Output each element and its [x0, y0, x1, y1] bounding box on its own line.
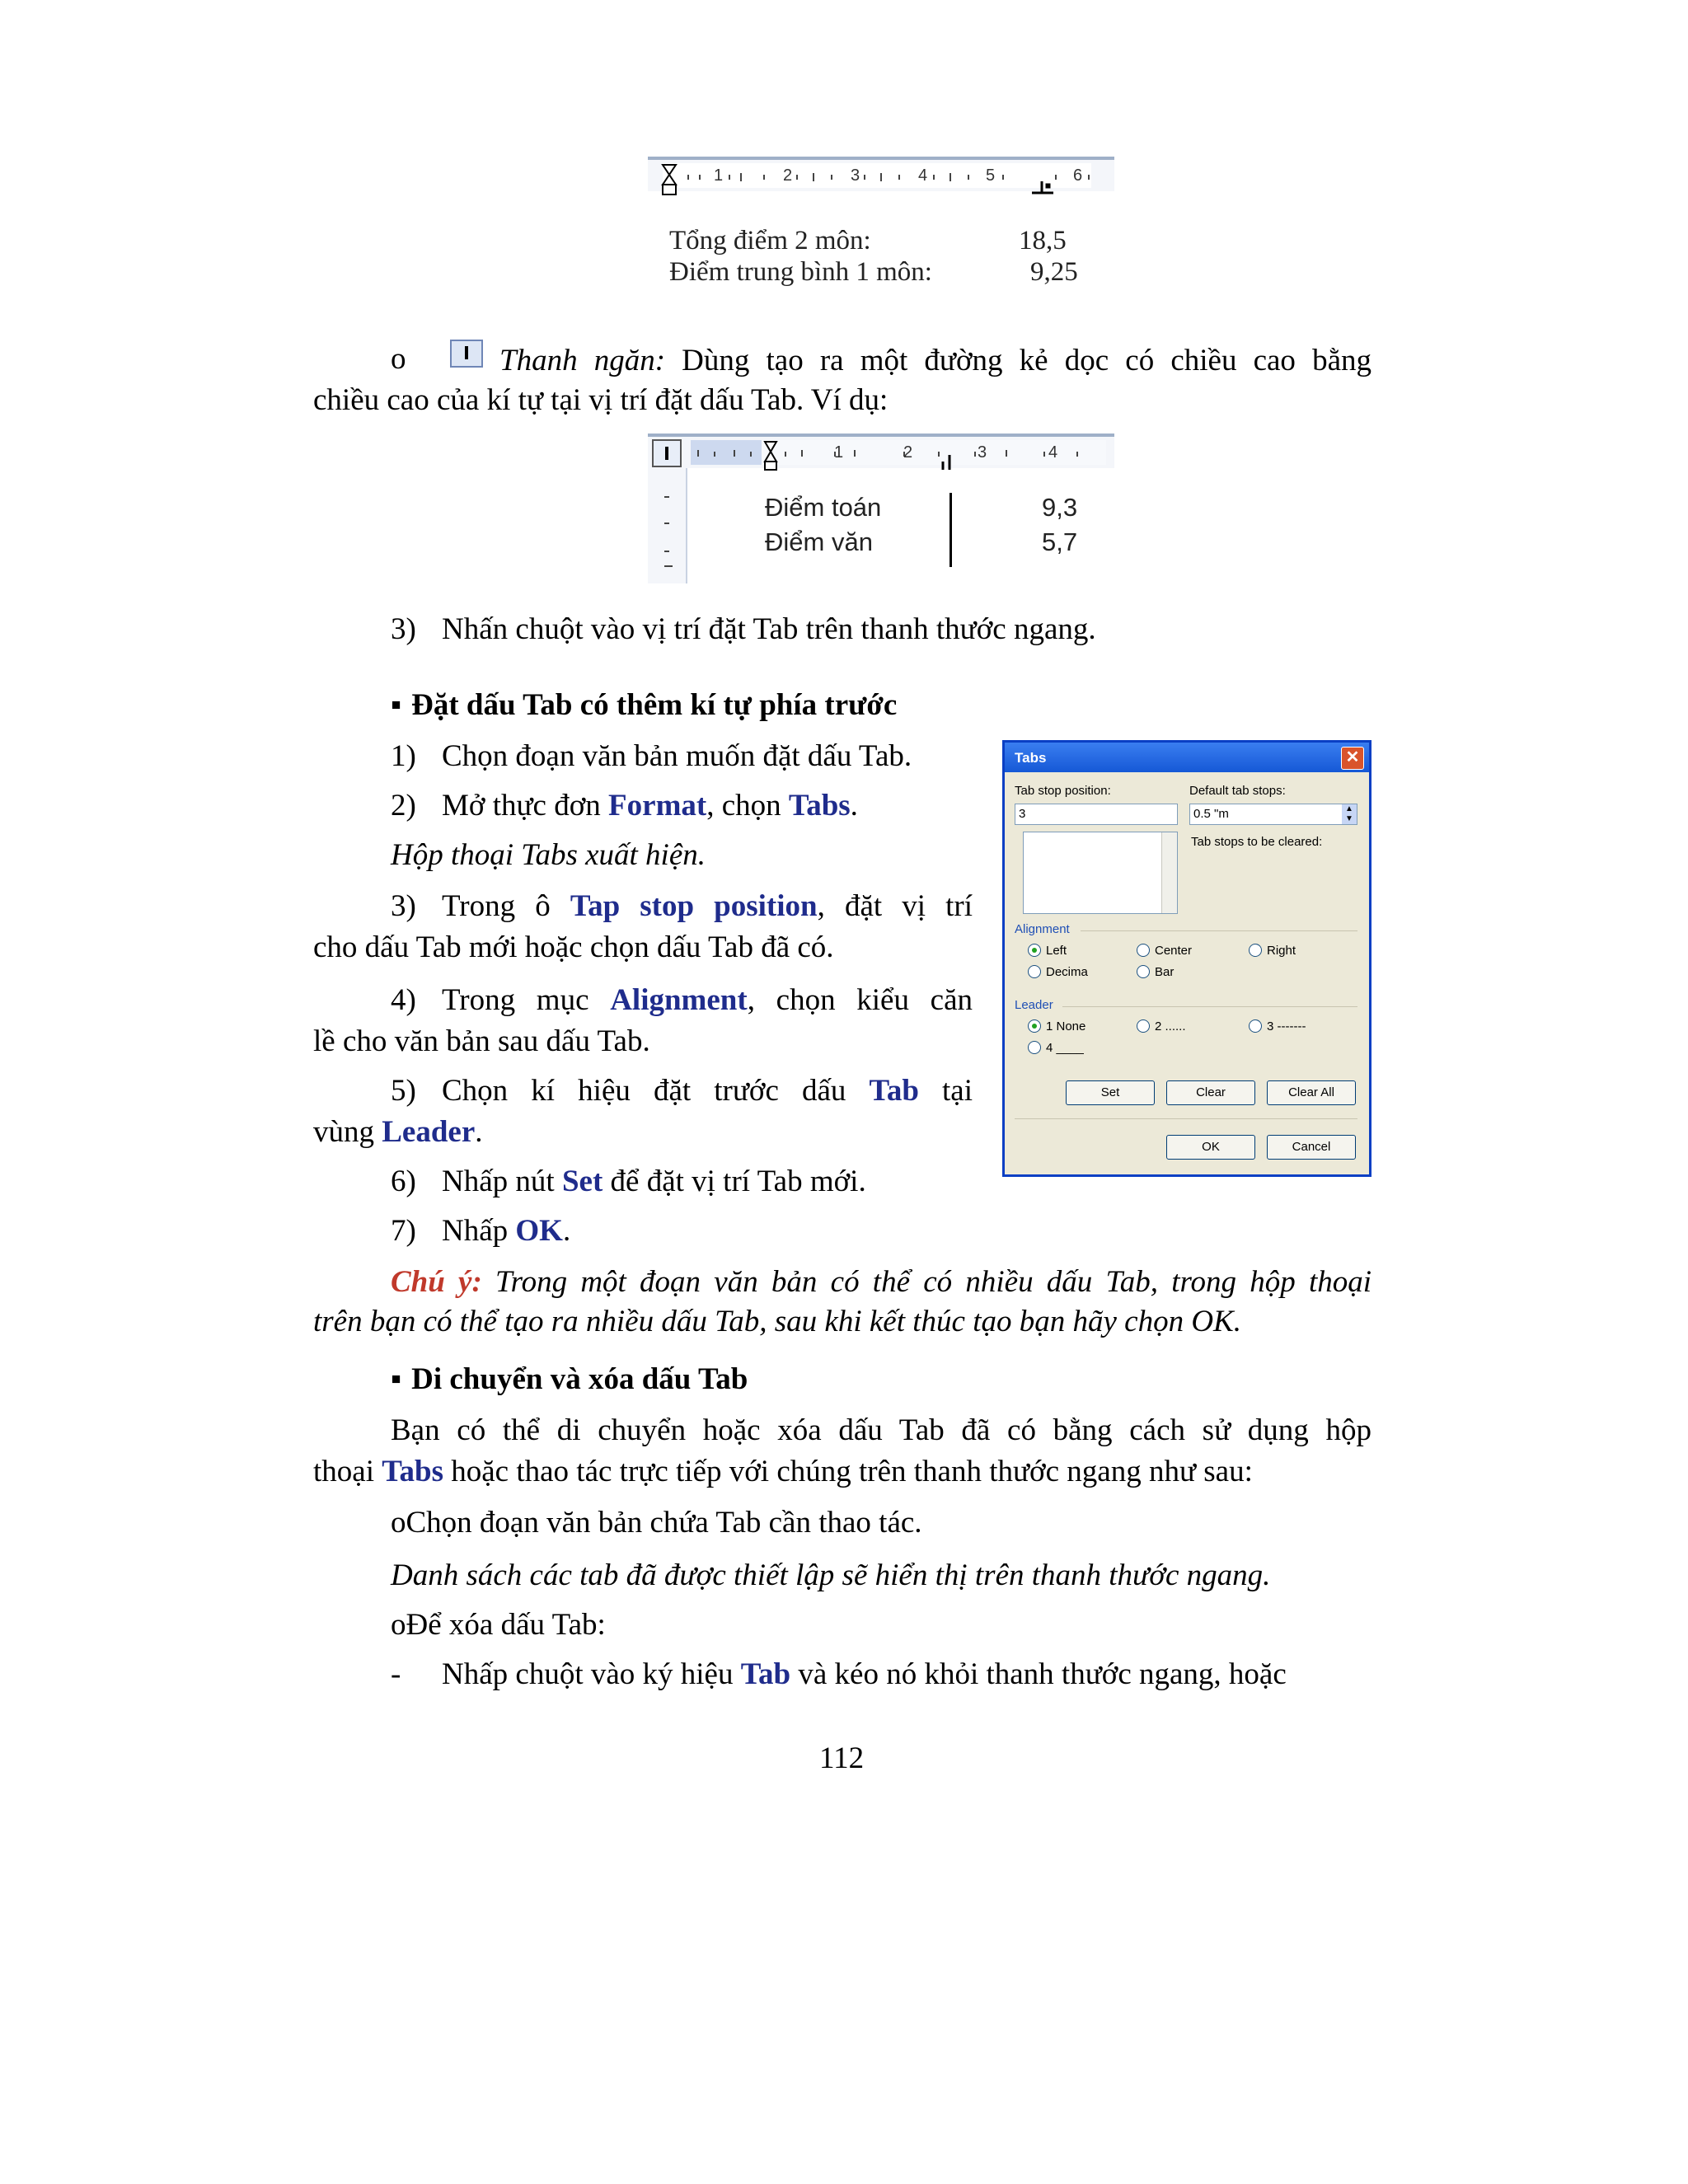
- note-label: Chú ý:: [391, 1265, 482, 1299]
- step-text: Trong mục: [442, 983, 611, 1017]
- step-3-line2: cho dấu Tab mới hoặc chọn dấu Tab đã có.: [313, 930, 834, 964]
- square-bullet-icon: ▪: [391, 1362, 402, 1396]
- align-decimal-label: Decima: [1046, 965, 1088, 979]
- cancel-button[interactable]: Cancel: [1267, 1135, 1356, 1160]
- align-bar-radio[interactable]: [1137, 965, 1150, 978]
- leader-underline-radio[interactable]: [1028, 1041, 1041, 1054]
- step-text: để đặt vị trí Tab mới.: [603, 1165, 866, 1198]
- step-text: Trong ô: [442, 889, 570, 923]
- step-6: [391, 1162, 866, 1202]
- list-scrollbar[interactable]: [1161, 832, 1177, 913]
- keyword-tab: Tab: [869, 1074, 919, 1108]
- bar-tab-term: Thanh ngăn:: [499, 344, 666, 377]
- tab-stop-list[interactable]: [1023, 832, 1178, 914]
- section2-para-line1: Bạn có thể di chuyển hoặc xóa dấu Tab đã có bằng cách sử dụng hộp: [391, 1413, 1372, 1447]
- keyword-tabs: Tabs: [788, 789, 851, 823]
- step-text: Chọn kí hiệu đặt trước dấu: [442, 1074, 870, 1108]
- step-number: 3): [391, 612, 416, 646]
- align-right-radio[interactable]: [1249, 944, 1262, 957]
- decimal-tab-marker: [1032, 181, 1053, 193]
- step-text: Chọn đoạn văn bản muốn đặt dấu Tab.: [442, 739, 912, 773]
- step-3-line1: [391, 887, 973, 926]
- step-text: Nhấn chuột vào vị trí đặt Tab trên thanh thước ngang.: [442, 612, 1096, 646]
- step-text: .: [562, 1214, 571, 1248]
- leader-dots-label: 2 ......: [1155, 1019, 1186, 1033]
- step-4-line1: [391, 981, 973, 1020]
- dash-bullet-icon: -: [391, 1657, 401, 1691]
- step-text: , chọn kiểu căn: [747, 983, 973, 1017]
- leader-dots-radio[interactable]: [1137, 1019, 1150, 1033]
- step-2: [391, 786, 858, 826]
- spinner-arrows-icon[interactable]: ▲ ▼: [1342, 804, 1357, 824]
- note-text: Trong một đoạn văn bản có thể có nhiều dấu Tab, trong hộp thoại: [481, 1265, 1372, 1299]
- keyword-tab-stop-position: Tap stop position: [570, 889, 818, 923]
- default-tab-stops-spinner[interactable]: [1189, 804, 1357, 825]
- ruler-ticks: [648, 437, 1114, 473]
- step-text: Nhấp: [442, 1214, 516, 1248]
- step-number: 5): [391, 1074, 416, 1108]
- keyword-tab: Tab: [740, 1657, 791, 1691]
- step-number: 7): [391, 1214, 416, 1248]
- section-heading-leader-tab: [391, 686, 897, 725]
- align-right-label: Right: [1267, 944, 1296, 958]
- item-text: và kéo nó khỏi thanh thước ngang, hoặc: [790, 1657, 1287, 1691]
- leader-none-label: 1 None: [1046, 1019, 1086, 1033]
- dash-item-drag-off: [391, 1655, 1287, 1694]
- note-line2: trên bạn có thể tạo ra nhiều dấu Tab, sau khi kết thúc tạo bạn hãy chọn OK.: [313, 1305, 1241, 1338]
- leader-none-radio[interactable]: [1028, 1019, 1041, 1033]
- ruler-number: 2: [903, 443, 913, 462]
- bullet-delete-tab: [391, 1605, 606, 1645]
- ruler-number: 1: [714, 166, 724, 185]
- clear-all-button[interactable]: Clear All: [1267, 1080, 1356, 1105]
- page-number: 112: [819, 1741, 865, 1775]
- example-value: 9,3: [1042, 493, 1078, 522]
- tab-stop-position-input[interactable]: [1015, 804, 1178, 825]
- example-value: 5,7: [1042, 527, 1078, 556]
- step-text: , chọn: [706, 789, 789, 823]
- keyword-leader: Leader: [382, 1115, 476, 1149]
- note-line1: [391, 1263, 1372, 1302]
- step-text: Nhấp nút: [442, 1165, 562, 1198]
- keyword-format: Format: [608, 789, 707, 823]
- clear-button[interactable]: Clear: [1166, 1080, 1255, 1105]
- bar-tab-bullet: o: [391, 342, 406, 376]
- bar-tab-desc-line1: [499, 341, 1372, 381]
- heading-text: Đặt dấu Tab có thêm kí tự phía trước: [411, 688, 898, 722]
- para-text: hoặc thao tác trực tiếp với chúng trên thanh thước ngang như sau:: [443, 1455, 1253, 1488]
- step-text: , đặt vị trí: [817, 889, 973, 923]
- dialog-titlebar: [1005, 743, 1369, 772]
- example-label: Điểm toán: [765, 493, 882, 522]
- step-7: [391, 1212, 570, 1251]
- step-number: 6): [391, 1165, 416, 1198]
- align-left-radio[interactable]: [1028, 944, 1041, 957]
- ruler-number: 4: [1048, 443, 1058, 462]
- ok-button[interactable]: OK: [1166, 1135, 1255, 1160]
- step-number: 3): [391, 889, 416, 923]
- bar-tab-line: [950, 493, 952, 567]
- keyword-tabs: Tabs: [382, 1455, 443, 1488]
- step-5-line1: [391, 1071, 973, 1111]
- horizontal-ruler: [648, 434, 1114, 468]
- ruler-figure-2: [648, 430, 1114, 583]
- heading-text: Di chuyển và xóa dấu Tab: [411, 1362, 748, 1396]
- ruler-number: 3: [851, 166, 860, 185]
- tab-stop-position-label: Tab stop position:: [1015, 784, 1111, 798]
- bar-tab-icon: [450, 340, 483, 368]
- tab-list-note: Danh sách các tab đã được thiết lập sẽ hiển thị trên thanh thước ngang.: [391, 1558, 1271, 1592]
- align-center-label: Center: [1155, 944, 1193, 958]
- step-click-ruler: [391, 610, 1096, 649]
- example-value: 18,5: [1019, 226, 1067, 255]
- default-tab-stops-label: Default tab stops:: [1189, 784, 1286, 798]
- leader-group-label: Leader: [1015, 998, 1053, 1012]
- tab-stop-value: 3: [1019, 807, 1026, 821]
- step-number: 1): [391, 739, 416, 773]
- ruler-number: 2: [783, 166, 793, 185]
- step-text: Mở thực đơn: [442, 789, 609, 823]
- align-decimal-radio[interactable]: [1028, 965, 1041, 978]
- step-1: [391, 737, 912, 776]
- alignment-group-label: Alignment: [1015, 922, 1070, 936]
- step-number: 2): [391, 789, 416, 823]
- bullet-select-paragraph: [391, 1503, 922, 1543]
- bullet-text: Chọn đoạn văn bản chứa Tab cần thao tác.: [406, 1506, 922, 1540]
- tabs-dialog: [1002, 740, 1372, 1177]
- example-label: Điểm trung bình 1 môn:: [669, 257, 932, 287]
- ruler-figure-1: [648, 155, 1114, 303]
- dialog-title: Tabs: [1015, 750, 1047, 766]
- align-center-radio[interactable]: [1137, 944, 1150, 957]
- keyword-ok: OK: [515, 1214, 563, 1248]
- ruler-number: 5: [986, 166, 996, 185]
- example-value: 9,25: [1030, 257, 1078, 287]
- align-left-label: Left: [1046, 944, 1067, 958]
- dialog-appears-note: Hộp thoại Tabs xuất hiện.: [391, 838, 706, 872]
- step-number: 4): [391, 983, 416, 1017]
- keyword-alignment: Alignment: [610, 983, 748, 1017]
- step-text: vùng: [313, 1115, 382, 1149]
- section2-para-line2: [313, 1452, 1253, 1492]
- align-bar-label: Bar: [1155, 965, 1175, 979]
- example-label: Điểm văn: [765, 527, 873, 556]
- bar-tab-desc-line2: chiều cao của kí tự tại vị trí đặt dấu Tab. Ví dụ:: [313, 383, 889, 417]
- leader-dashes-label: 3 -------: [1267, 1019, 1306, 1033]
- step-5-line2: [313, 1113, 483, 1152]
- item-text: Nhấp chuột vào ký hiệu: [442, 1657, 741, 1691]
- bar-tab-text: Dùng tạo ra một đường kẻ dọc có chiều cao bằng: [682, 344, 1372, 377]
- ruler-number: 3: [978, 443, 987, 462]
- square-bullet-icon: ▪: [391, 688, 402, 722]
- para-text: thoại: [313, 1455, 382, 1488]
- step-text: .: [850, 789, 858, 823]
- step-4-line2: lề cho văn bản sau dấu Tab.: [313, 1024, 650, 1058]
- example-label: Tổng điểm 2 môn:: [669, 226, 871, 255]
- bullet-text: Để xóa dấu Tab:: [406, 1608, 606, 1642]
- vertical-ruler: [648, 468, 687, 583]
- default-tab-value: 0.5 "m: [1193, 807, 1229, 821]
- circle-bullet-icon: o: [391, 1608, 406, 1642]
- leader-dashes-radio[interactable]: [1249, 1019, 1262, 1033]
- horizontal-ruler: [648, 157, 1114, 191]
- ruler-number: 4: [918, 166, 928, 185]
- section-heading-move-delete: [391, 1360, 748, 1399]
- circle-bullet-icon: o: [391, 1506, 406, 1540]
- ruler-number: 6: [1073, 166, 1083, 185]
- tab-stops-to-be-cleared-label: Tab stops to be cleared:: [1191, 835, 1323, 849]
- bar-tab-marker: [943, 455, 950, 470]
- step-text: .: [475, 1115, 483, 1149]
- step-text: tại: [918, 1074, 973, 1108]
- leader-underline-label: 4 ____: [1046, 1041, 1084, 1055]
- close-icon[interactable]: ✕: [1341, 747, 1364, 770]
- keyword-set: Set: [561, 1165, 603, 1198]
- ruler-number: 1: [834, 443, 844, 462]
- set-button[interactable]: Set: [1066, 1080, 1155, 1105]
